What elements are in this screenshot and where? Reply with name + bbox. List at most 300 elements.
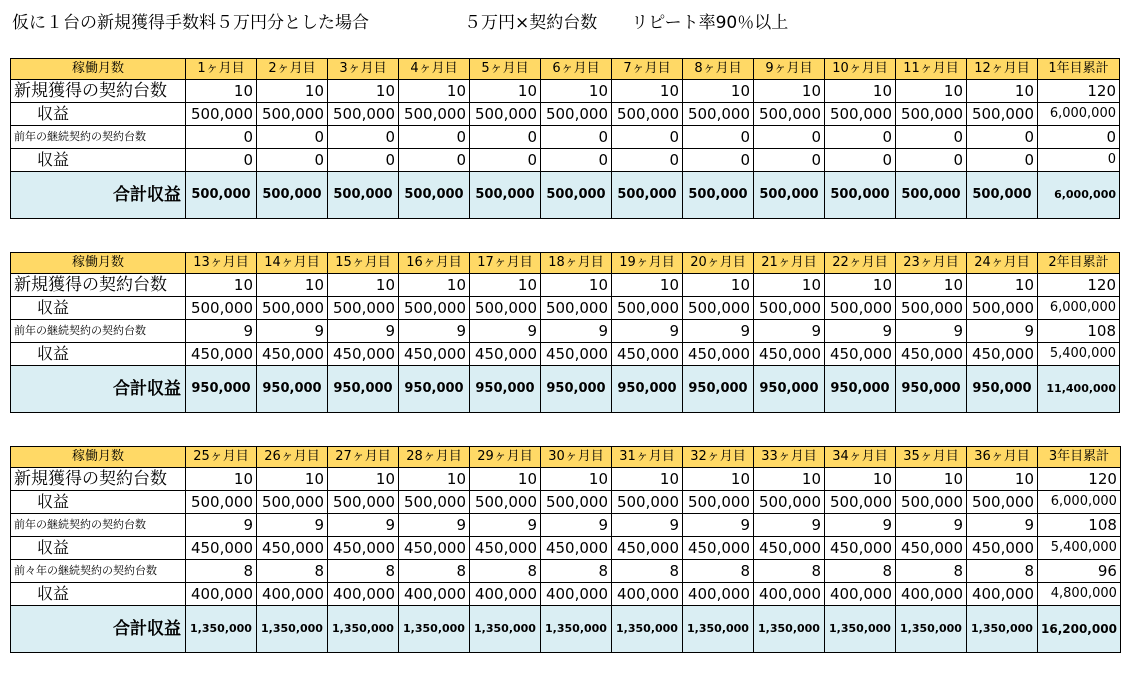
value-cell: 500,000	[328, 297, 399, 320]
value-cell: 500,000	[612, 491, 683, 514]
value-cell: 9	[399, 320, 470, 343]
value-cell: 8	[967, 560, 1038, 583]
value-cell: 400,000	[896, 583, 967, 606]
value-cell: 500,000	[257, 103, 328, 126]
total-row	[11, 172, 1120, 219]
month-header-cell: 33ヶ月目	[754, 447, 825, 468]
page-title	[12, 8, 788, 36]
value-cell: 9	[825, 320, 896, 343]
row-label-cell: 収益	[11, 537, 186, 560]
value-cell: 500,000	[186, 103, 257, 126]
total-value-cell: 950,000	[967, 366, 1038, 413]
value-cell: 450,000	[186, 343, 257, 366]
value-cell: 0	[612, 149, 683, 172]
total-value-cell: 1,350,000	[186, 606, 257, 653]
value-cell: 120	[1038, 80, 1120, 103]
value-cell: 10	[967, 80, 1038, 103]
value-cell: 9	[257, 514, 328, 537]
month-header-cell: 11ヶ月目	[896, 59, 967, 80]
value-cell: 500,000	[683, 491, 754, 514]
value-cell: 6,000,000	[1038, 491, 1121, 514]
value-cell: 9	[328, 320, 399, 343]
value-cell: 0	[1038, 126, 1120, 149]
value-cell: 0	[257, 126, 328, 149]
value-cell: 400,000	[754, 583, 825, 606]
value-cell: 450,000	[257, 343, 328, 366]
value-cell: 500,000	[967, 491, 1038, 514]
value-cell: 10	[257, 80, 328, 103]
value-cell: 9	[186, 320, 257, 343]
title-formula: ５万円×契約台数 リピート率90％以上	[464, 13, 789, 33]
value-cell: 10	[541, 80, 612, 103]
value-cell: 500,000	[257, 491, 328, 514]
value-cell: 96	[1038, 560, 1121, 583]
value-cell: 0	[825, 126, 896, 149]
row-label-cell: 前年の継続契約の契約台数	[11, 514, 186, 537]
revenue-table-year-2	[10, 252, 1120, 413]
value-cell: 9	[612, 320, 683, 343]
value-cell: 450,000	[683, 537, 754, 560]
value-cell: 0	[328, 126, 399, 149]
month-header-cell: 15ヶ月目	[328, 253, 399, 274]
month-header-cell: 9ヶ月目	[754, 59, 825, 80]
value-cell: 8	[186, 560, 257, 583]
total-label-cell: 合計収益	[11, 366, 186, 413]
value-cell: 5,400,000	[1038, 537, 1121, 560]
value-cell: 0	[470, 126, 541, 149]
table-row	[11, 297, 1120, 320]
value-cell: 400,000	[683, 583, 754, 606]
header-label-cell: 稼働月数	[11, 447, 186, 468]
month-header-cell: 29ヶ月目	[470, 447, 541, 468]
value-cell: 450,000	[328, 537, 399, 560]
value-cell: 500,000	[541, 297, 612, 320]
total-value-cell: 950,000	[470, 366, 541, 413]
total-row	[11, 606, 1121, 653]
value-cell: 500,000	[541, 491, 612, 514]
revenue-table-year-3	[10, 446, 1121, 653]
value-cell: 450,000	[541, 537, 612, 560]
total-value-cell: 11,400,000	[1038, 366, 1120, 413]
table-row	[11, 468, 1121, 491]
month-header-cell: 3年目累計	[1038, 447, 1121, 468]
value-cell: 10	[470, 80, 541, 103]
total-value-cell: 1,350,000	[470, 606, 541, 653]
month-header-cell: 16ヶ月目	[399, 253, 470, 274]
month-header-cell: 6ヶ月目	[541, 59, 612, 80]
table-row	[11, 560, 1121, 583]
total-value-cell: 500,000	[754, 172, 825, 219]
value-cell: 10	[825, 80, 896, 103]
total-value-cell: 950,000	[257, 366, 328, 413]
value-cell: 0	[328, 149, 399, 172]
value-cell: 500,000	[257, 297, 328, 320]
total-value-cell: 1,350,000	[612, 606, 683, 653]
value-cell: 400,000	[186, 583, 257, 606]
value-cell: 500,000	[967, 297, 1038, 320]
table-row	[11, 80, 1120, 103]
value-cell: 0	[399, 126, 470, 149]
value-cell: 500,000	[328, 491, 399, 514]
value-cell: 0	[967, 149, 1038, 172]
value-cell: 8	[754, 560, 825, 583]
total-label-cell: 合計収益	[11, 172, 186, 219]
value-cell: 0	[186, 149, 257, 172]
month-header-cell: 27ヶ月目	[328, 447, 399, 468]
value-cell: 8	[896, 560, 967, 583]
row-label-cell: 新規獲得の契約台数	[11, 80, 186, 103]
value-cell: 500,000	[896, 103, 967, 126]
value-cell: 500,000	[399, 297, 470, 320]
value-cell: 9	[470, 514, 541, 537]
month-header-cell: 34ヶ月目	[825, 447, 896, 468]
table-row	[11, 149, 1120, 172]
value-cell: 500,000	[186, 491, 257, 514]
total-value-cell: 950,000	[328, 366, 399, 413]
table-row	[11, 491, 1121, 514]
month-header-cell: 19ヶ月目	[612, 253, 683, 274]
value-cell: 500,000	[470, 297, 541, 320]
row-label-cell: 収益	[11, 491, 186, 514]
month-header-cell: 14ヶ月目	[257, 253, 328, 274]
value-cell: 0	[257, 149, 328, 172]
total-value-cell: 500,000	[683, 172, 754, 219]
value-cell: 8	[612, 560, 683, 583]
value-cell: 0	[186, 126, 257, 149]
value-cell: 8	[825, 560, 896, 583]
value-cell: 9	[470, 320, 541, 343]
value-cell: 450,000	[825, 343, 896, 366]
value-cell: 10	[186, 80, 257, 103]
value-cell: 9	[967, 320, 1038, 343]
value-cell: 4,800,000	[1038, 583, 1121, 606]
value-cell: 10	[328, 468, 399, 491]
value-cell: 500,000	[470, 103, 541, 126]
value-cell: 10	[328, 274, 399, 297]
value-cell: 10	[967, 468, 1038, 491]
month-header-cell: 18ヶ月目	[541, 253, 612, 274]
row-label-cell: 前年の継続契約の契約台数	[11, 126, 186, 149]
value-cell: 400,000	[541, 583, 612, 606]
total-value-cell: 1,350,000	[825, 606, 896, 653]
value-cell: 450,000	[612, 537, 683, 560]
month-header-cell: 20ヶ月目	[683, 253, 754, 274]
value-cell: 450,000	[612, 343, 683, 366]
table-row	[11, 274, 1120, 297]
value-cell: 8	[257, 560, 328, 583]
total-value-cell: 950,000	[186, 366, 257, 413]
month-header-cell: 7ヶ月目	[612, 59, 683, 80]
value-cell: 0	[825, 149, 896, 172]
value-cell: 10	[754, 468, 825, 491]
value-cell: 500,000	[399, 103, 470, 126]
value-cell: 10	[896, 274, 967, 297]
value-cell: 10	[754, 274, 825, 297]
value-cell: 10	[257, 468, 328, 491]
value-cell: 0	[399, 149, 470, 172]
value-cell: 0	[754, 149, 825, 172]
value-cell: 9	[683, 320, 754, 343]
value-cell: 0	[683, 149, 754, 172]
value-cell: 500,000	[186, 297, 257, 320]
header-row	[11, 59, 1120, 80]
value-cell: 0	[1038, 149, 1120, 172]
row-label-cell: 収益	[11, 103, 186, 126]
value-cell: 500,000	[896, 297, 967, 320]
value-cell: 0	[612, 126, 683, 149]
month-header-cell: 32ヶ月目	[683, 447, 754, 468]
month-header-cell: 10ヶ月目	[825, 59, 896, 80]
total-value-cell: 1,350,000	[967, 606, 1038, 653]
total-value-cell: 950,000	[825, 366, 896, 413]
value-cell: 0	[967, 126, 1038, 149]
header-label-cell: 稼働月数	[11, 253, 186, 274]
value-cell: 500,000	[612, 103, 683, 126]
table-row	[11, 537, 1121, 560]
value-cell: 0	[541, 149, 612, 172]
value-cell: 0	[541, 126, 612, 149]
month-header-cell: 23ヶ月目	[896, 253, 967, 274]
value-cell: 10	[328, 80, 399, 103]
table-row	[11, 514, 1121, 537]
table-row	[11, 126, 1120, 149]
value-cell: 9	[612, 514, 683, 537]
total-value-cell: 950,000	[612, 366, 683, 413]
value-cell: 400,000	[612, 583, 683, 606]
value-cell: 10	[967, 274, 1038, 297]
value-cell: 10	[541, 468, 612, 491]
value-cell: 9	[896, 320, 967, 343]
value-cell: 10	[541, 274, 612, 297]
month-header-cell: 30ヶ月目	[541, 447, 612, 468]
value-cell: 120	[1038, 274, 1120, 297]
value-cell: 9	[967, 514, 1038, 537]
total-value-cell: 1,350,000	[754, 606, 825, 653]
total-value-cell: 500,000	[470, 172, 541, 219]
month-header-cell: 4ヶ月目	[399, 59, 470, 80]
month-header-cell: 24ヶ月目	[967, 253, 1038, 274]
total-value-cell: 1,350,000	[399, 606, 470, 653]
total-value-cell: 500,000	[896, 172, 967, 219]
total-value-cell: 500,000	[825, 172, 896, 219]
value-cell: 10	[825, 274, 896, 297]
value-cell: 9	[328, 514, 399, 537]
total-value-cell: 500,000	[967, 172, 1038, 219]
row-label-cell: 前々年の継続契約の契約台数	[11, 560, 186, 583]
value-cell: 450,000	[470, 537, 541, 560]
value-cell: 450,000	[683, 343, 754, 366]
value-cell: 450,000	[328, 343, 399, 366]
row-label-cell: 収益	[11, 343, 186, 366]
value-cell: 10	[896, 80, 967, 103]
value-cell: 8	[470, 560, 541, 583]
value-cell: 9	[825, 514, 896, 537]
value-cell: 8	[683, 560, 754, 583]
table-row	[11, 583, 1121, 606]
value-cell: 6,000,000	[1038, 297, 1120, 320]
table-row	[11, 320, 1120, 343]
total-value-cell: 950,000	[399, 366, 470, 413]
value-cell: 450,000	[896, 537, 967, 560]
row-label-cell: 前年の継続契約の契約台数	[11, 320, 186, 343]
value-cell: 10	[612, 274, 683, 297]
value-cell: 10	[754, 80, 825, 103]
month-header-cell: 28ヶ月目	[399, 447, 470, 468]
value-cell: 400,000	[399, 583, 470, 606]
value-cell: 450,000	[967, 343, 1038, 366]
value-cell: 10	[612, 80, 683, 103]
total-value-cell: 500,000	[186, 172, 257, 219]
total-value-cell: 500,000	[257, 172, 328, 219]
value-cell: 400,000	[328, 583, 399, 606]
value-cell: 450,000	[896, 343, 967, 366]
row-label-cell: 収益	[11, 583, 186, 606]
value-cell: 108	[1038, 514, 1121, 537]
value-cell: 500,000	[683, 297, 754, 320]
value-cell: 0	[896, 126, 967, 149]
value-cell: 9	[541, 320, 612, 343]
total-value-cell: 1,350,000	[257, 606, 328, 653]
value-cell: 8	[541, 560, 612, 583]
table-row	[11, 343, 1120, 366]
value-cell: 450,000	[825, 537, 896, 560]
value-cell: 8	[328, 560, 399, 583]
header-row	[11, 253, 1120, 274]
month-header-cell: 36ヶ月目	[967, 447, 1038, 468]
total-value-cell: 950,000	[683, 366, 754, 413]
month-header-cell: 26ヶ月目	[257, 447, 328, 468]
revenue-table-year-1	[10, 58, 1120, 219]
total-value-cell: 1,350,000	[896, 606, 967, 653]
value-cell: 500,000	[754, 103, 825, 126]
value-cell: 120	[1038, 468, 1121, 491]
row-label-cell: 収益	[11, 149, 186, 172]
month-header-cell: 31ヶ月目	[612, 447, 683, 468]
total-value-cell: 1,350,000	[541, 606, 612, 653]
value-cell: 450,000	[470, 343, 541, 366]
month-header-cell: 8ヶ月目	[683, 59, 754, 80]
value-cell: 450,000	[541, 343, 612, 366]
total-value-cell: 500,000	[541, 172, 612, 219]
value-cell: 9	[541, 514, 612, 537]
month-header-cell: 1ヶ月目	[186, 59, 257, 80]
value-cell: 10	[470, 274, 541, 297]
value-cell: 0	[683, 126, 754, 149]
value-cell: 9	[399, 514, 470, 537]
value-cell: 10	[825, 468, 896, 491]
value-cell: 0	[470, 149, 541, 172]
value-cell: 10	[186, 468, 257, 491]
value-cell: 10	[896, 468, 967, 491]
value-cell: 400,000	[967, 583, 1038, 606]
value-cell: 9	[186, 514, 257, 537]
value-cell: 10	[399, 468, 470, 491]
value-cell: 500,000	[825, 103, 896, 126]
value-cell: 10	[683, 80, 754, 103]
value-cell: 9	[754, 320, 825, 343]
total-value-cell: 1,350,000	[683, 606, 754, 653]
month-header-cell: 13ヶ月目	[186, 253, 257, 274]
month-header-cell: 2年目累計	[1038, 253, 1120, 274]
value-cell: 450,000	[754, 343, 825, 366]
month-header-cell: 12ヶ月目	[967, 59, 1038, 80]
row-label-cell: 新規獲得の契約台数	[11, 274, 186, 297]
total-value-cell: 500,000	[328, 172, 399, 219]
value-cell: 10	[683, 468, 754, 491]
value-cell: 450,000	[399, 537, 470, 560]
total-value-cell: 16,200,000	[1038, 606, 1121, 653]
value-cell: 8	[399, 560, 470, 583]
value-cell: 400,000	[257, 583, 328, 606]
value-cell: 500,000	[683, 103, 754, 126]
value-cell: 9	[257, 320, 328, 343]
month-header-cell: 22ヶ月目	[825, 253, 896, 274]
total-label-cell: 合計収益	[11, 606, 186, 653]
value-cell: 9	[896, 514, 967, 537]
value-cell: 5,400,000	[1038, 343, 1120, 366]
value-cell: 10	[683, 274, 754, 297]
value-cell: 500,000	[967, 103, 1038, 126]
value-cell: 10	[257, 274, 328, 297]
value-cell: 450,000	[967, 537, 1038, 560]
total-value-cell: 950,000	[754, 366, 825, 413]
month-header-cell: 5ヶ月目	[470, 59, 541, 80]
value-cell: 0	[896, 149, 967, 172]
month-header-cell: 17ヶ月目	[470, 253, 541, 274]
value-cell: 400,000	[470, 583, 541, 606]
value-cell: 500,000	[328, 103, 399, 126]
value-cell: 0	[754, 126, 825, 149]
value-cell: 450,000	[257, 537, 328, 560]
value-cell: 500,000	[399, 491, 470, 514]
value-cell: 400,000	[825, 583, 896, 606]
month-header-cell: 3ヶ月目	[328, 59, 399, 80]
total-value-cell: 6,000,000	[1038, 172, 1120, 219]
value-cell: 500,000	[754, 491, 825, 514]
value-cell: 500,000	[541, 103, 612, 126]
header-label-cell: 稼働月数	[11, 59, 186, 80]
value-cell: 500,000	[896, 491, 967, 514]
month-header-cell: 35ヶ月目	[896, 447, 967, 468]
total-row	[11, 366, 1120, 413]
table-row	[11, 103, 1120, 126]
header-row	[11, 447, 1121, 468]
month-header-cell: 21ヶ月目	[754, 253, 825, 274]
value-cell: 500,000	[470, 491, 541, 514]
value-cell: 9	[754, 514, 825, 537]
total-value-cell: 500,000	[399, 172, 470, 219]
value-cell: 10	[399, 80, 470, 103]
value-cell: 6,000,000	[1038, 103, 1120, 126]
value-cell: 10	[612, 468, 683, 491]
value-cell: 500,000	[754, 297, 825, 320]
value-cell: 10	[399, 274, 470, 297]
total-value-cell: 500,000	[612, 172, 683, 219]
total-value-cell: 950,000	[896, 366, 967, 413]
value-cell: 10	[186, 274, 257, 297]
month-header-cell: 2ヶ月目	[257, 59, 328, 80]
total-value-cell: 1,350,000	[328, 606, 399, 653]
value-cell: 450,000	[186, 537, 257, 560]
value-cell: 500,000	[825, 297, 896, 320]
month-header-cell: 1年目累計	[1038, 59, 1120, 80]
total-value-cell: 950,000	[541, 366, 612, 413]
month-header-cell: 25ヶ月目	[186, 447, 257, 468]
value-cell: 9	[683, 514, 754, 537]
value-cell: 10	[470, 468, 541, 491]
value-cell: 450,000	[754, 537, 825, 560]
value-cell: 500,000	[612, 297, 683, 320]
